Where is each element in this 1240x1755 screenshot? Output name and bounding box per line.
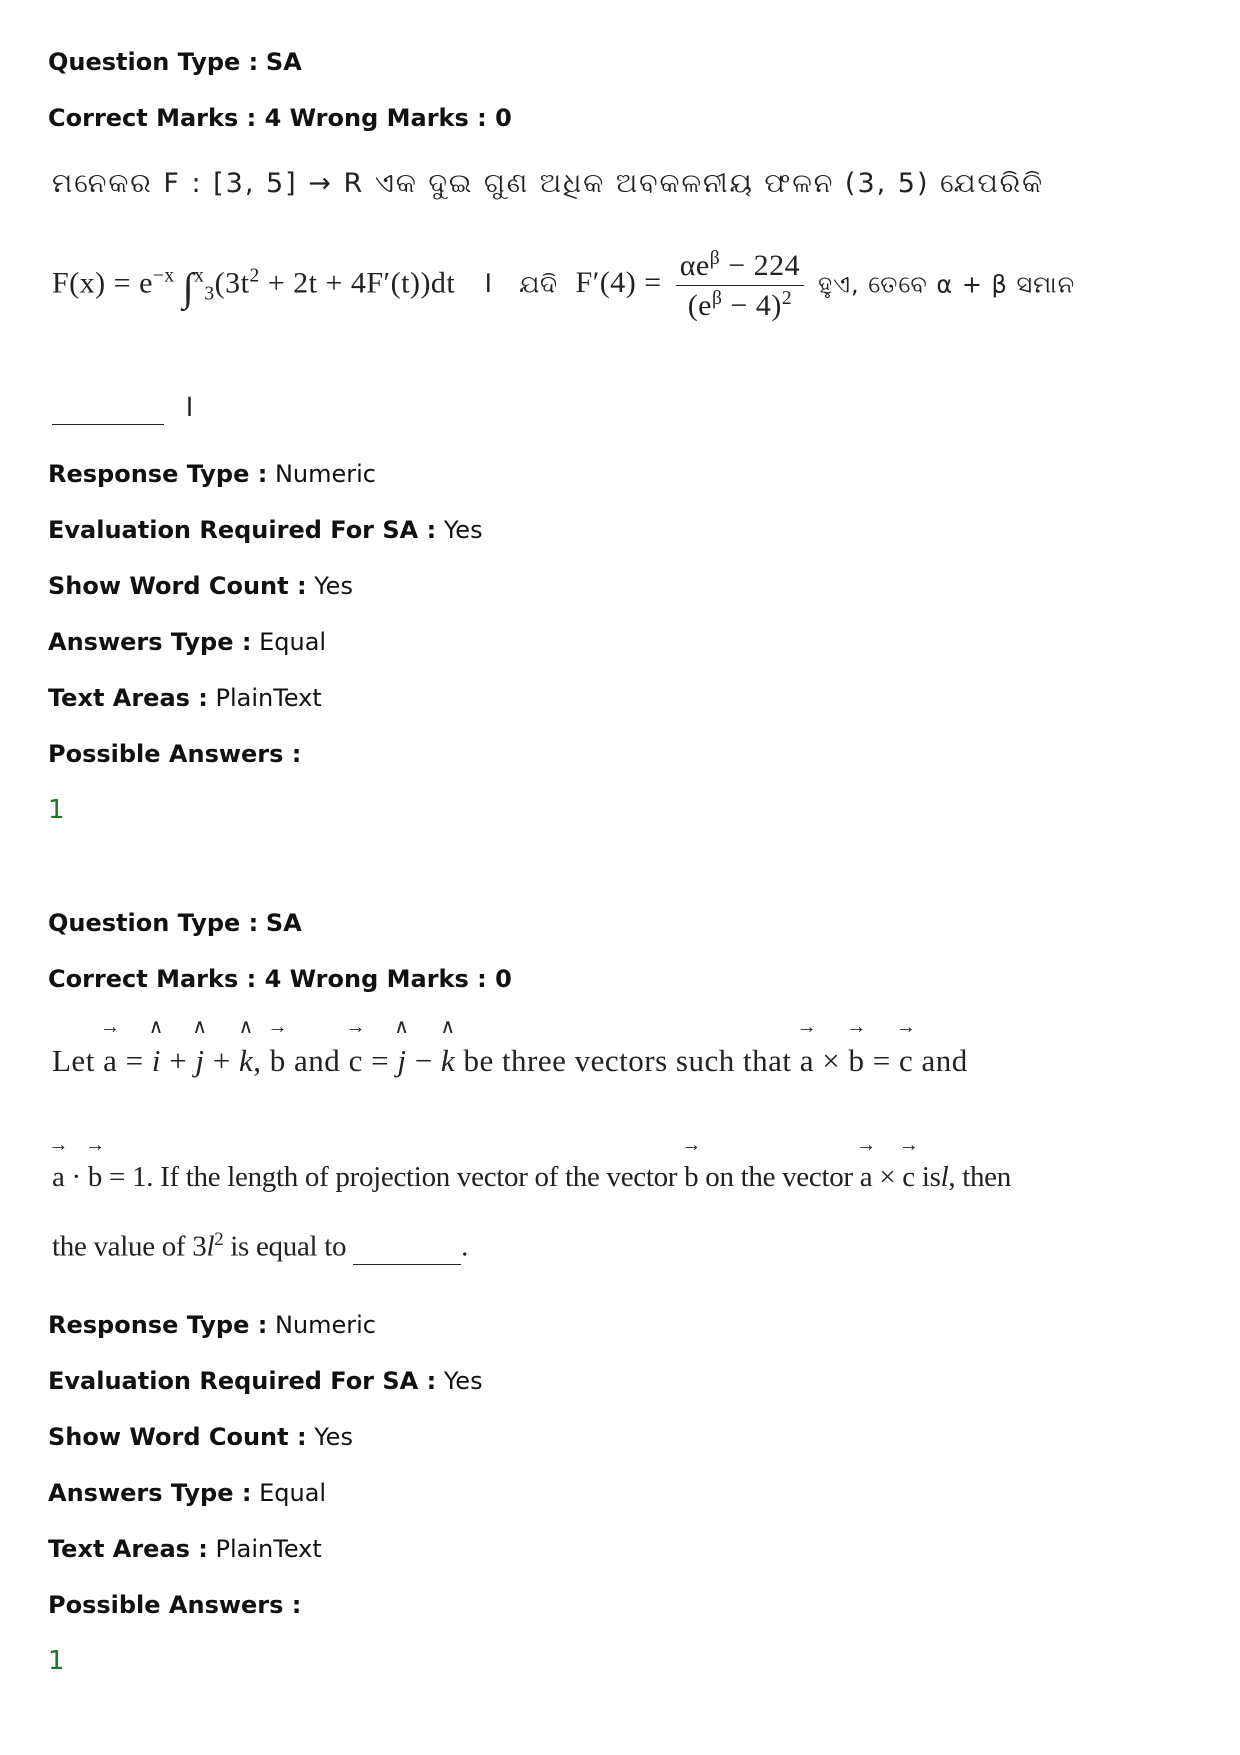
num-a: αe bbox=[679, 249, 710, 282]
stem-line-3 bbox=[52, 384, 195, 426]
vec-k-hat-2 bbox=[440, 1016, 456, 1079]
vec-a-2 bbox=[796, 1016, 818, 1079]
vec-a-4 bbox=[856, 1134, 876, 1194]
field-label: Evaluation Required For SA : bbox=[48, 516, 437, 544]
cross: × bbox=[822, 1043, 841, 1078]
marks-row bbox=[48, 961, 1198, 1017]
field-label: Response Type : bbox=[48, 460, 268, 488]
sym: c bbox=[898, 1043, 914, 1078]
vec-c bbox=[345, 1016, 366, 1079]
field-label: Answers Type : bbox=[48, 628, 252, 656]
vec-a-3 bbox=[48, 1134, 69, 1194]
arrow-icon: → bbox=[846, 1016, 867, 1038]
hat-icon: ∧ bbox=[394, 1016, 410, 1038]
question-1 bbox=[48, 44, 1198, 828]
field-text-areas bbox=[48, 680, 1198, 736]
fraction bbox=[676, 248, 804, 323]
possible-answer: 1 bbox=[48, 1646, 65, 1676]
arrow-icon: → bbox=[681, 1134, 702, 1156]
field-label: Answers Type : bbox=[48, 1479, 252, 1507]
field-value: Yes bbox=[314, 572, 353, 600]
field-value: Numeric bbox=[274, 1311, 376, 1339]
comma: , bbox=[253, 1043, 262, 1078]
field-value: Equal bbox=[259, 628, 327, 656]
stem-line-1 bbox=[52, 1016, 968, 1079]
sym: i bbox=[151, 1043, 161, 1078]
sym: a bbox=[103, 1043, 118, 1078]
fraction-denominator bbox=[676, 286, 804, 323]
sym: b bbox=[87, 1161, 103, 1193]
marks-text: Correct Marks : 4 Wrong Marks : 0 bbox=[48, 965, 512, 993]
and: and bbox=[921, 1043, 968, 1078]
den-open: (e bbox=[687, 289, 712, 322]
field-label: Show Word Count : bbox=[48, 1423, 307, 1451]
vec-b-4 bbox=[681, 1134, 702, 1194]
plus: + bbox=[212, 1043, 231, 1078]
field-value: Yes bbox=[314, 1423, 353, 1451]
arrow-icon: → bbox=[895, 1016, 917, 1038]
hat-icon: ∧ bbox=[440, 1016, 456, 1038]
question-stem bbox=[48, 156, 1198, 456]
is-text: is bbox=[921, 1161, 941, 1193]
field-value: Equal bbox=[259, 1479, 327, 1507]
question-type-label: Question Type : bbox=[48, 48, 259, 76]
eq: = bbox=[371, 1043, 390, 1078]
vec-a bbox=[99, 1016, 121, 1079]
sym: b bbox=[848, 1043, 865, 1078]
value-text: the value of 3 bbox=[52, 1230, 207, 1263]
question-2 bbox=[48, 905, 1198, 1679]
field-label: Possible Answers : bbox=[48, 740, 302, 768]
period: . bbox=[461, 1230, 469, 1263]
field-evaluation-required bbox=[48, 512, 1198, 568]
vec-j-hat-2 bbox=[394, 1016, 410, 1079]
field-value: Yes bbox=[443, 516, 483, 544]
let: Let bbox=[52, 1043, 95, 1078]
eq1: = 1. bbox=[109, 1161, 154, 1193]
fraction-numerator bbox=[676, 248, 804, 286]
question-stem bbox=[48, 1017, 1198, 1307]
vec-i-hat bbox=[148, 1016, 164, 1079]
vec-c-3 bbox=[898, 1134, 919, 1194]
dot: · bbox=[71, 1161, 81, 1193]
then-text: , then bbox=[948, 1161, 1011, 1193]
integrand-exp: 2 bbox=[249, 265, 260, 287]
field-possible-answers bbox=[48, 736, 1198, 792]
stem-tail: ହୁଏ, ତେବେ α + β ସମାନ bbox=[818, 270, 1076, 299]
field-text-areas bbox=[48, 1531, 1198, 1587]
field-label: Text Areas : bbox=[48, 1535, 208, 1563]
equal-text: is equal to bbox=[230, 1230, 347, 1263]
sym: k bbox=[440, 1043, 456, 1078]
integrand: (3t bbox=[214, 266, 250, 300]
sym: c bbox=[348, 1043, 363, 1078]
arrow-icon: → bbox=[898, 1134, 919, 1156]
int-lower: 3 bbox=[204, 283, 215, 305]
fx-exp: −x bbox=[152, 265, 175, 287]
field-value: PlainText bbox=[215, 684, 322, 712]
den-pow: 2 bbox=[781, 288, 793, 309]
sym: k bbox=[239, 1043, 254, 1078]
arrow-icon: → bbox=[85, 1134, 105, 1156]
sym: a bbox=[859, 1161, 873, 1193]
field-label: Response Type : bbox=[48, 1311, 268, 1339]
eq: = bbox=[872, 1043, 891, 1078]
hat-icon: ∧ bbox=[192, 1016, 208, 1038]
field-value: Yes bbox=[443, 1367, 483, 1395]
sym: b bbox=[684, 1161, 699, 1193]
field-value: PlainText bbox=[215, 1535, 322, 1563]
den-exp: β bbox=[712, 288, 723, 309]
arrow-icon: → bbox=[796, 1016, 818, 1038]
vec-b bbox=[267, 1016, 289, 1079]
question-type-label: Question Type : bbox=[48, 909, 259, 937]
answer-blank bbox=[353, 1231, 461, 1265]
question-type-row bbox=[48, 44, 1198, 100]
hat-icon: ∧ bbox=[148, 1016, 164, 1038]
field-answers-type bbox=[48, 624, 1198, 680]
question-type-value: SA bbox=[265, 909, 302, 937]
on-text: on the vector bbox=[705, 1161, 853, 1193]
integral-sign: ∫ bbox=[182, 264, 195, 310]
field-show-word-count bbox=[48, 1419, 1198, 1475]
field-label: Possible Answers : bbox=[48, 1591, 302, 1619]
int-upper: x bbox=[194, 265, 205, 287]
num-exp: β bbox=[709, 248, 721, 269]
fx-lhs: F(x) = e bbox=[52, 266, 153, 300]
field-label: Evaluation Required For SA : bbox=[48, 1367, 437, 1395]
be-three-text: be three vectors such that bbox=[463, 1043, 792, 1078]
field-value: Numeric bbox=[274, 460, 376, 488]
vec-c-2 bbox=[895, 1016, 917, 1079]
arrow-icon: → bbox=[48, 1134, 69, 1156]
fprime4: F′(4) = bbox=[575, 266, 662, 300]
arrow-icon: → bbox=[345, 1016, 366, 1038]
l-symbol: l bbox=[940, 1161, 949, 1193]
stem-line-1 bbox=[52, 168, 1044, 200]
field-evaluation-required bbox=[48, 1363, 1198, 1419]
if-text: If the length of projection vector of the vector bbox=[160, 1161, 678, 1193]
l2-exp: 2 bbox=[214, 1229, 224, 1250]
sym: c bbox=[902, 1161, 915, 1193]
den-mid: − 4) bbox=[730, 289, 782, 322]
eq: = bbox=[125, 1043, 144, 1078]
jadi: ଯଦି bbox=[519, 269, 558, 299]
arrow-icon: → bbox=[267, 1016, 289, 1038]
blank-tail: । bbox=[182, 388, 195, 423]
num-rest: − 224 bbox=[728, 249, 801, 282]
field-label: Show Word Count : bbox=[48, 572, 307, 600]
field-response-type bbox=[48, 456, 1198, 512]
stem-line-3 bbox=[52, 1229, 468, 1265]
marks-text: Correct Marks : 4 Wrong Marks : 0 bbox=[48, 104, 512, 132]
sym: a bbox=[52, 1161, 65, 1193]
vec-b-2 bbox=[846, 1016, 867, 1079]
hat-icon: ∧ bbox=[238, 1016, 254, 1038]
sym: b bbox=[269, 1043, 286, 1078]
question-type-row bbox=[48, 905, 1198, 961]
plus: + bbox=[169, 1043, 188, 1078]
sym: a bbox=[799, 1043, 814, 1078]
vec-j-hat bbox=[192, 1016, 208, 1079]
vec-k-hat bbox=[238, 1016, 254, 1079]
sym: j bbox=[397, 1043, 407, 1078]
question-type-value: SA bbox=[265, 48, 302, 76]
field-answers-type bbox=[48, 1475, 1198, 1531]
stem-line-2 bbox=[48, 1134, 1011, 1194]
arrow-icon: → bbox=[856, 1134, 876, 1156]
cross: × bbox=[879, 1161, 896, 1193]
stem-line-2 bbox=[52, 248, 1075, 323]
field-show-word-count bbox=[48, 568, 1198, 624]
field-response-type bbox=[48, 1307, 1198, 1363]
minus: − bbox=[414, 1043, 433, 1078]
arrow-icon: → bbox=[99, 1016, 121, 1038]
vec-b-3 bbox=[85, 1134, 105, 1194]
and: and bbox=[294, 1043, 341, 1078]
marks-row bbox=[48, 100, 1198, 156]
stem-line-1-text: ମନେକର F : [3, 5] → R ଏକ ଦୁଇ ଗୁଣ ଅଧିକ ଅବକଳନୀୟ ଫଳନ (3, 5) ଯେପରିକି bbox=[52, 168, 1045, 199]
possible-answer: 1 bbox=[48, 795, 65, 825]
sep: । bbox=[481, 266, 494, 300]
sym: j bbox=[195, 1043, 205, 1078]
field-possible-answers bbox=[48, 1587, 1198, 1643]
l2-symbol: l bbox=[206, 1230, 215, 1263]
answer-blank bbox=[52, 388, 164, 425]
field-label: Text Areas : bbox=[48, 684, 208, 712]
integrand-rest: + 2t + 4F′(t))dt bbox=[267, 266, 456, 300]
